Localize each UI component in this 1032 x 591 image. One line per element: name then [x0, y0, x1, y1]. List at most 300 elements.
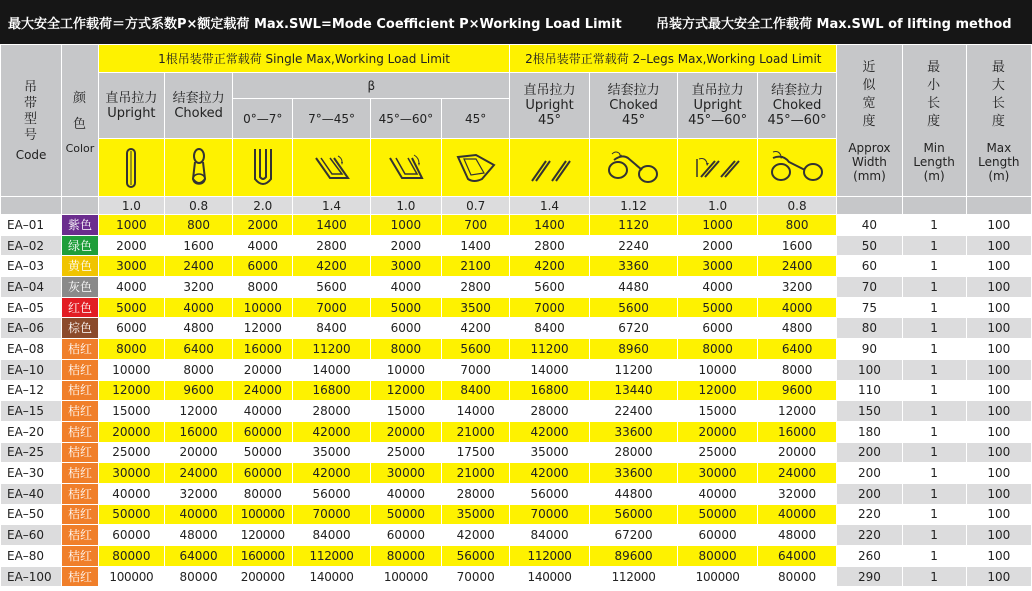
table-row [1, 566, 1032, 587]
coef-10: 0.8 [757, 197, 837, 215]
cell-value: 100 [966, 483, 1031, 504]
title-bar [0, 0, 1032, 44]
cell-value: 140000 [510, 566, 589, 587]
cell-value: 4200 [442, 318, 510, 339]
cell-value: 12000 [164, 401, 232, 422]
header-ch45 [589, 73, 678, 139]
cell-code: EA–15 [1, 401, 62, 422]
header-beta: β [233, 73, 510, 99]
header-code [1, 45, 62, 197]
cell-value: 2000 [678, 235, 757, 256]
cell-value: 100 [966, 546, 1031, 567]
cell-value: 24000 [164, 463, 232, 484]
cell-value: 20000 [370, 421, 441, 442]
cell-color: 红色 [62, 297, 99, 318]
cell-code: EA–25 [1, 442, 62, 463]
icon-cell-two-choked-45-60 [757, 139, 837, 197]
header-upright-zh: 直吊拉力 [105, 90, 158, 106]
cell-value: 800 [164, 215, 232, 236]
cell-value: 1600 [757, 235, 837, 256]
cell-color: 桔红 [62, 463, 99, 484]
header-ch4560-en: Choked [772, 98, 822, 113]
cell-value: 8000 [757, 359, 837, 380]
basket-vertical-sling-icon [250, 147, 276, 189]
table-row [1, 339, 1032, 360]
cell-code: EA–02 [1, 235, 62, 256]
cell-value: 8400 [442, 380, 510, 401]
cell-value: 35000 [293, 442, 370, 463]
cell-value: 12000 [370, 380, 441, 401]
cell-value: 100 [966, 235, 1031, 256]
cell-color: 桔红 [62, 359, 99, 380]
cell-color: 桔红 [62, 339, 99, 360]
cell-value: 56000 [589, 504, 678, 525]
cell-value: 15000 [98, 401, 164, 422]
cell-value: 100 [966, 277, 1031, 298]
cell-value: 64000 [757, 546, 837, 567]
cell-value: 12000 [757, 401, 837, 422]
cell-value: 80 [837, 318, 902, 339]
coef-9: 1.0 [678, 197, 757, 215]
table-row [1, 359, 1032, 380]
cell-value: 75 [837, 297, 902, 318]
table-body [1, 45, 1032, 215]
cell-value: 20000 [164, 442, 232, 463]
cell-code: EA–40 [1, 483, 62, 504]
cell-value: 40000 [233, 401, 293, 422]
cell-value: 84000 [293, 525, 370, 546]
table-row [1, 256, 1032, 277]
cell-value: 100 [966, 525, 1031, 546]
icon-cell-two-choked-45 [589, 139, 678, 197]
cell-color: 桔红 [62, 504, 99, 525]
cell-value: 80000 [233, 483, 293, 504]
cell-value: 8400 [293, 318, 370, 339]
cell-value: 84000 [510, 525, 589, 546]
cell-value: 8960 [589, 339, 678, 360]
cell-value: 1 [902, 463, 966, 484]
coef-blank-1 [1, 197, 62, 215]
cell-value: 1 [902, 297, 966, 318]
cell-value: 120000 [233, 525, 293, 546]
cell-value: 35000 [442, 504, 510, 525]
cell-value: 112000 [589, 566, 678, 587]
header-minlen-zh: 最小长度 [927, 59, 942, 129]
cell-color: 桔红 [62, 546, 99, 567]
cell-value: 100 [966, 463, 1031, 484]
cell-color: 桔红 [62, 421, 99, 442]
cell-value: 60000 [370, 525, 441, 546]
cell-code: EA–60 [1, 525, 62, 546]
cell-value: 42000 [510, 421, 589, 442]
header-row-1 [1, 45, 1032, 73]
cell-value: 4200 [510, 256, 589, 277]
cell-value: 6000 [233, 256, 293, 277]
coefficient-row [1, 197, 1032, 215]
cell-value: 3000 [678, 256, 757, 277]
header-color [62, 45, 99, 197]
cell-value: 2000 [98, 235, 164, 256]
cell-value: 50 [837, 235, 902, 256]
cell-value: 40000 [757, 504, 837, 525]
cell-value: 4200 [293, 256, 370, 277]
cell-value: 11200 [293, 339, 370, 360]
cell-value: 13440 [589, 380, 678, 401]
header-up4560-ang: 45°—60° [688, 113, 748, 128]
coef-7: 1.4 [510, 197, 589, 215]
cell-value: 260 [837, 546, 902, 567]
cell-value: 28000 [293, 401, 370, 422]
header-maxlen [966, 45, 1031, 197]
cell-value: 100000 [370, 566, 441, 587]
cell-value: 3000 [98, 256, 164, 277]
icon-cell-two-upright-45 [510, 139, 589, 197]
cell-value: 2000 [233, 215, 293, 236]
cell-value: 16000 [164, 421, 232, 442]
table-row [1, 318, 1032, 339]
cell-value: 24000 [757, 463, 837, 484]
cell-value: 1 [902, 421, 966, 442]
cell-code: EA–04 [1, 277, 62, 298]
cell-code: EA–30 [1, 463, 62, 484]
cell-value: 50000 [233, 442, 293, 463]
basket-wide-sling-icon [386, 152, 426, 184]
cell-value: 100 [966, 297, 1031, 318]
cell-code: EA–12 [1, 380, 62, 401]
cell-value: 10000 [233, 297, 293, 318]
coef-8: 1.12 [589, 197, 678, 215]
cell-value: 80000 [678, 546, 757, 567]
load-table [0, 44, 1032, 587]
header-ch45-en: Choked [609, 98, 658, 113]
cell-value: 100000 [678, 566, 757, 587]
header-width-zh: 近似宽度 [862, 59, 877, 129]
cell-value: 5000 [370, 297, 441, 318]
cell-value: 4480 [589, 277, 678, 298]
header-code-en: Code [15, 147, 47, 162]
cell-value: 10000 [98, 359, 164, 380]
cell-value: 56000 [510, 483, 589, 504]
header-minlen [902, 45, 966, 197]
cell-value: 8000 [164, 359, 232, 380]
cell-value: 4000 [678, 277, 757, 298]
header-choked-zh: 结套拉力 [172, 90, 225, 106]
cell-value: 40000 [370, 483, 441, 504]
cell-value: 1 [902, 339, 966, 360]
header-maxlen-en: Max Length (m) [978, 140, 1020, 183]
header-angle-2: 7°—45° [293, 99, 370, 139]
cell-color: 桔红 [62, 401, 99, 422]
cell-value: 200 [837, 442, 902, 463]
cell-value: 14000 [293, 359, 370, 380]
cell-value: 80000 [164, 566, 232, 587]
cell-value: 1 [902, 235, 966, 256]
cell-value: 48000 [757, 525, 837, 546]
cell-value: 89600 [589, 546, 678, 567]
cell-value: 200000 [233, 566, 293, 587]
table-row [1, 504, 1032, 525]
cell-value: 4800 [757, 318, 837, 339]
cell-value: 16800 [510, 380, 589, 401]
cell-color: 黄色 [62, 256, 99, 277]
cell-value: 1600 [164, 235, 232, 256]
data-rows [1, 215, 1032, 587]
header-color-en: Color [65, 141, 95, 155]
coef-1: 1.0 [98, 197, 164, 215]
triangle-basket-sling-icon [454, 151, 498, 185]
cell-color: 桔红 [62, 442, 99, 463]
cell-value: 6400 [757, 339, 837, 360]
cell-value: 30000 [98, 463, 164, 484]
cell-value: 25000 [678, 442, 757, 463]
icon-cell-basket-45-60 [370, 139, 441, 197]
cell-value: 3200 [164, 277, 232, 298]
icon-cell-basket-45 [442, 139, 510, 197]
header-upright [98, 73, 164, 139]
cell-value: 1 [902, 483, 966, 504]
cell-color: 桔红 [62, 566, 99, 587]
cell-value: 25000 [370, 442, 441, 463]
icon-cell-choked [164, 139, 232, 197]
cell-value: 100 [966, 215, 1031, 236]
cell-value: 8000 [370, 339, 441, 360]
header-up45-ang: 45° [538, 113, 562, 128]
cell-code: EA–01 [1, 215, 62, 236]
table-row [1, 442, 1032, 463]
cell-value: 100 [966, 359, 1031, 380]
cell-value: 3000 [370, 256, 441, 277]
cell-value: 1 [902, 546, 966, 567]
cell-value: 17500 [442, 442, 510, 463]
cell-value: 1 [902, 215, 966, 236]
table-row [1, 483, 1032, 504]
cell-value: 100 [966, 442, 1031, 463]
cell-value: 1120 [589, 215, 678, 236]
header-single-group: 1根吊装带正常载荷 Single Max,Working Load Limit [98, 45, 510, 73]
title-left: 最大安全工作载荷＝方式系数P×额定载荷 Max.SWL=Mode Coefficient P×Working Load Limit [8, 17, 622, 32]
coef-4: 1.4 [293, 197, 370, 215]
cell-value: 160000 [233, 546, 293, 567]
coef-6: 0.7 [442, 197, 510, 215]
header-maxlen-zh: 最大长度 [991, 59, 1006, 129]
cell-value: 100 [966, 401, 1031, 422]
cell-value: 8000 [233, 277, 293, 298]
header-color-zh: 颜色 [72, 90, 87, 132]
cell-value: 70000 [293, 504, 370, 525]
cell-value: 10000 [370, 359, 441, 380]
cell-code: EA–05 [1, 297, 62, 318]
cell-value: 22400 [589, 401, 678, 422]
table-row [1, 421, 1032, 442]
cell-value: 2800 [442, 277, 510, 298]
cell-value: 14000 [442, 401, 510, 422]
cell-value: 9600 [164, 380, 232, 401]
cell-value: 12000 [233, 318, 293, 339]
cell-value: 2100 [442, 256, 510, 277]
cell-value: 80000 [98, 546, 164, 567]
cell-value: 2000 [370, 235, 441, 256]
cell-value: 12000 [678, 380, 757, 401]
icon-cell-basket-0-7 [233, 139, 293, 197]
cell-value: 80000 [370, 546, 441, 567]
cell-value: 70 [837, 277, 902, 298]
cell-value: 4000 [233, 235, 293, 256]
cell-value: 150 [837, 401, 902, 422]
cell-value: 42000 [293, 421, 370, 442]
cell-value: 20000 [678, 421, 757, 442]
cell-value: 28000 [442, 483, 510, 504]
cell-value: 1000 [678, 215, 757, 236]
two-leg-wide-sling-icon [693, 151, 743, 185]
cell-value: 64000 [164, 546, 232, 567]
header-ch4560-zh: 结套拉力 [771, 83, 824, 98]
cell-value: 1000 [370, 215, 441, 236]
cell-value: 2400 [164, 256, 232, 277]
cell-value: 60000 [98, 525, 164, 546]
cell-value: 70000 [442, 566, 510, 587]
cell-value: 1 [902, 256, 966, 277]
cell-value: 2400 [757, 256, 837, 277]
table-row [1, 277, 1032, 298]
cell-value: 11200 [589, 359, 678, 380]
header-angle-3: 45°—60° [370, 99, 441, 139]
cell-value: 1 [902, 504, 966, 525]
cell-value: 20000 [233, 359, 293, 380]
cell-color: 桔红 [62, 483, 99, 504]
cell-value: 1400 [442, 235, 510, 256]
cell-value: 80000 [757, 566, 837, 587]
cell-value: 30000 [678, 463, 757, 484]
cell-value: 56000 [442, 546, 510, 567]
cell-value: 700 [442, 215, 510, 236]
table-row [1, 463, 1032, 484]
cell-value: 9600 [757, 380, 837, 401]
cell-value: 20000 [98, 421, 164, 442]
header-angle-4: 45° [442, 99, 510, 139]
cell-value: 6000 [98, 318, 164, 339]
cell-value: 25000 [98, 442, 164, 463]
cell-color: 紫色 [62, 215, 99, 236]
cell-code: EA–08 [1, 339, 62, 360]
cell-value: 1 [902, 566, 966, 587]
cell-value: 50000 [98, 504, 164, 525]
cell-value: 32000 [164, 483, 232, 504]
basket-angle-sling-icon [312, 152, 352, 184]
cell-value: 12000 [98, 380, 164, 401]
cell-value: 14000 [510, 359, 589, 380]
cell-value: 28000 [589, 442, 678, 463]
cell-value: 7000 [293, 297, 370, 318]
cell-value: 1 [902, 318, 966, 339]
cell-value: 8400 [510, 318, 589, 339]
cell-color: 绿色 [62, 235, 99, 256]
header-width [837, 45, 902, 197]
cell-value: 140000 [293, 566, 370, 587]
cell-code: EA–03 [1, 256, 62, 277]
cell-value: 1400 [510, 215, 589, 236]
cell-value: 100 [966, 339, 1031, 360]
cell-value: 60 [837, 256, 902, 277]
cell-value: 40000 [98, 483, 164, 504]
cell-value: 5600 [293, 277, 370, 298]
cell-value: 32000 [757, 483, 837, 504]
cell-value: 3500 [442, 297, 510, 318]
cell-value: 4000 [164, 297, 232, 318]
table-row [1, 215, 1032, 236]
header-code-zh: 吊带型号 [24, 79, 39, 143]
cell-value: 290 [837, 566, 902, 587]
header-minlen-en: Min Length (m) [913, 140, 955, 183]
coef-3: 2.0 [233, 197, 293, 215]
cell-value: 4000 [757, 297, 837, 318]
cell-value: 44800 [589, 483, 678, 504]
header-up4560 [678, 73, 757, 139]
header-up4560-zh: 直吊拉力 [691, 83, 744, 98]
cell-value: 1000 [98, 215, 164, 236]
cell-value: 3360 [589, 256, 678, 277]
cell-value: 60000 [233, 463, 293, 484]
cell-value: 5600 [589, 297, 678, 318]
cell-value: 2800 [293, 235, 370, 256]
cell-value: 110 [837, 380, 902, 401]
cell-value: 180 [837, 421, 902, 442]
cell-value: 1 [902, 380, 966, 401]
cell-color: 桔红 [62, 380, 99, 401]
table-row [1, 525, 1032, 546]
cell-value: 6000 [370, 318, 441, 339]
cell-value: 21000 [442, 421, 510, 442]
cell-value: 2800 [510, 235, 589, 256]
table-row [1, 546, 1032, 567]
cell-value: 70000 [510, 504, 589, 525]
two-leg-wide-choked-sling-icon [767, 148, 827, 188]
cell-value: 800 [757, 215, 837, 236]
two-leg-upright-sling-icon [528, 151, 572, 185]
cell-value: 90 [837, 339, 902, 360]
table-row [1, 401, 1032, 422]
cell-value: 56000 [293, 483, 370, 504]
coef-5: 1.0 [370, 197, 441, 215]
header-ch4560-ang: 45°—60° [767, 113, 827, 128]
cell-value: 5600 [442, 339, 510, 360]
cell-code: EA–06 [1, 318, 62, 339]
cell-value: 220 [837, 525, 902, 546]
cell-value: 100 [966, 256, 1031, 277]
table-row [1, 235, 1032, 256]
header-up45 [510, 73, 589, 139]
cell-value: 7000 [510, 297, 589, 318]
header-upright-en: Upright [107, 105, 156, 121]
cell-value: 1 [902, 525, 966, 546]
coef-blank-2 [62, 197, 99, 215]
cell-value: 100 [966, 318, 1031, 339]
cell-value: 4000 [370, 277, 441, 298]
cell-value: 21000 [442, 463, 510, 484]
coef-2: 0.8 [164, 197, 232, 215]
cell-value: 28000 [510, 401, 589, 422]
cell-value: 16000 [233, 339, 293, 360]
cell-value: 42000 [442, 525, 510, 546]
cell-value: 42000 [510, 463, 589, 484]
cell-value: 200 [837, 483, 902, 504]
cell-code: EA–80 [1, 546, 62, 567]
cell-value: 8000 [98, 339, 164, 360]
cell-value: 100 [966, 566, 1031, 587]
cell-value: 5600 [510, 277, 589, 298]
upright-sling-icon [121, 147, 141, 189]
title-right: 吊装方式最大安全工作载荷 Max.SWL of lifting method [656, 17, 1012, 32]
cell-value: 6400 [164, 339, 232, 360]
